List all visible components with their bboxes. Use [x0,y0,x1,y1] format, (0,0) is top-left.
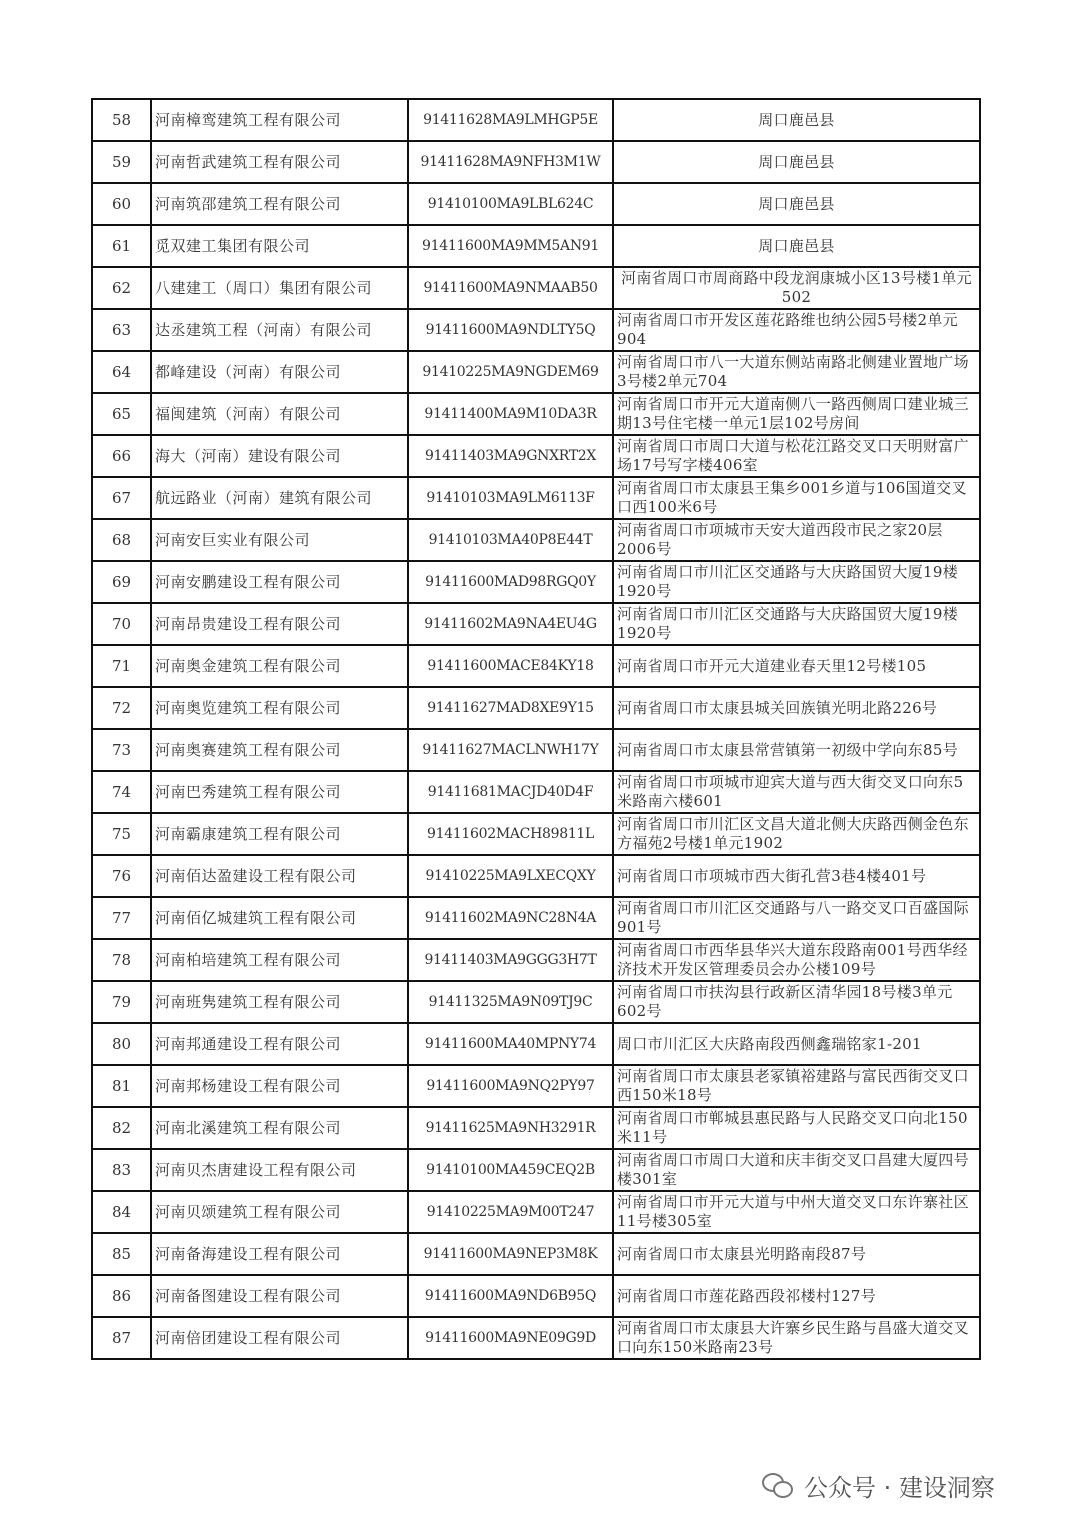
company-name: 河南邦杨建设工程有限公司 [151,1065,408,1107]
row-number: 80 [92,1023,151,1065]
credit-code: 91410100MA459CEQ2B [408,1149,613,1191]
row-number: 69 [92,561,151,603]
credit-code: 91411628MA9NFH3M1W [408,141,613,183]
table-row [92,393,980,435]
company-name: 河南昂贵建设工程有限公司 [151,603,408,645]
table-row [92,519,980,561]
watermark [762,1468,995,1503]
row-number: 58 [92,99,151,141]
credit-code: 91411681MACJD40D4F [408,771,613,813]
row-number: 60 [92,183,151,225]
company-address: 周口鹿邑县 [613,99,980,141]
row-number: 85 [92,1233,151,1275]
table-row [92,561,980,603]
row-number: 87 [92,1317,151,1359]
row-number: 83 [92,1149,151,1191]
company-address: 河南省周口市八一大道东侧站南路北侧建业置地广场3号楼2单元704 [613,351,980,393]
credit-code: 91411600MA9ND6B95Q [408,1275,613,1317]
table-row [92,1065,980,1107]
company-address: 河南省周口市周口大道和庆丰街交叉口昌建大厦四号楼301室 [613,1149,980,1191]
row-number: 71 [92,645,151,687]
company-address: 河南省周口市川汇区交通路与大庆路国贸大厦19楼1920号 [613,561,980,603]
company-address: 河南省周口市开发区莲花路维也纳公园5号楼2单元904 [613,309,980,351]
table-row [92,309,980,351]
credit-code: 91411600MAD98RGQ0Y [408,561,613,603]
wechat-icon [762,1473,794,1499]
table-row [92,351,980,393]
row-number: 67 [92,477,151,519]
table-row [92,813,980,855]
row-number: 74 [92,771,151,813]
row-number: 68 [92,519,151,561]
company-name: 河南奥览建筑工程有限公司 [151,687,408,729]
company-address: 河南省周口市太康县大许寨乡民生路与昌盛大道交叉口向东150米路南23号 [613,1317,980,1359]
credit-code: 91411627MACLNWH17Y [408,729,613,771]
company-name: 河南柏培建筑工程有限公司 [151,939,408,981]
company-name: 河南筑邵建筑工程有限公司 [151,183,408,225]
table-body [92,99,980,1359]
table-row [92,897,980,939]
table-row [92,771,980,813]
table-row [92,729,980,771]
credit-code: 91411600MA40MPNY74 [408,1023,613,1065]
company-name: 河南哲武建筑工程有限公司 [151,141,408,183]
row-number: 59 [92,141,151,183]
company-name: 都峰建设（河南）有限公司 [151,351,408,393]
table-row [92,1107,980,1149]
table-row [92,939,980,981]
credit-code: 91410100MA9LBL624C [408,183,613,225]
credit-code: 91411600MA9NEP3M8K [408,1233,613,1275]
row-number: 86 [92,1275,151,1317]
table-row [92,267,980,309]
company-name: 河南奥金建筑工程有限公司 [151,645,408,687]
credit-code: 91411600MA9NE09G9D [408,1317,613,1359]
row-number: 63 [92,309,151,351]
credit-code: 91411325MA9N09TJ9C [408,981,613,1023]
company-address: 河南省周口市开元大道建业春天里12号楼105 [613,645,980,687]
company-name: 河南安巨实业有限公司 [151,519,408,561]
credit-code: 91410225MA9NGDEM69 [408,351,613,393]
table-row [92,1317,980,1359]
table-row [92,687,980,729]
row-number: 64 [92,351,151,393]
company-address: 河南省周口市项城市天安大道西段市民之家20层2006号 [613,519,980,561]
credit-code: 91410103MA9LM6113F [408,477,613,519]
credit-code: 91410225MA9LXECQXY [408,855,613,897]
row-number: 78 [92,939,151,981]
row-number: 84 [92,1191,151,1233]
company-address: 河南省周口市周口大道与松花江路交叉口天明财富广场17号写字楼406室 [613,435,980,477]
table-row [92,1275,980,1317]
company-address: 河南省周口市扶沟县行政新区清华园18号楼3单元602号 [613,981,980,1023]
row-number: 72 [92,687,151,729]
company-address: 河南省周口市太康县光明路南段87号 [613,1233,980,1275]
credit-code: 91411602MA9NC28N4A [408,897,613,939]
company-name: 河南巴秀建筑工程有限公司 [151,771,408,813]
credit-code: 91411627MAD8XE9Y15 [408,687,613,729]
company-name: 达丞建筑工程（河南）有限公司 [151,309,408,351]
company-name: 河南北溪建筑工程有限公司 [151,1107,408,1149]
company-name: 河南备图建设工程有限公司 [151,1275,408,1317]
row-number: 79 [92,981,151,1023]
company-address: 河南省周口市西华县华兴大道东段路南001号西华经济技术开发区管理委员会办公楼109号 [613,939,980,981]
company-name: 河南班隽建筑工程有限公司 [151,981,408,1023]
table-row [92,477,980,519]
company-name: 八建建工（周口）集团有限公司 [151,267,408,309]
table-row [92,1191,980,1233]
company-name: 河南霸康建筑工程有限公司 [151,813,408,855]
company-address: 河南省周口市川汇区交通路与八一路交叉口百盛国际901号 [613,897,980,939]
table-row [92,1233,980,1275]
row-number: 75 [92,813,151,855]
company-address: 河南省周口市开元大道南侧八一路西侧周口建业城三期13号住宅楼一单元1层102号房间 [613,393,980,435]
table-row [92,183,980,225]
company-address: 周口鹿邑县 [613,183,980,225]
company-name: 航远路业（河南）建筑有限公司 [151,477,408,519]
company-address: 河南省周口市郸城县惠民路与人民路交叉口向北150米11号 [613,1107,980,1149]
row-number: 66 [92,435,151,477]
table-row [92,141,980,183]
company-name: 河南贝杰唐建设工程有限公司 [151,1149,408,1191]
watermark-label: 公众号 · 建设洞察 [804,1474,995,1502]
credit-code: 91411600MA9MM5AN91 [408,225,613,267]
company-address: 河南省周口市太康县城关回族镇光明北路226号 [613,687,980,729]
company-address: 河南省周口市川汇区交通路与大庆路国贸大厦19楼1920号 [613,603,980,645]
company-address: 河南省周口市项城市迎宾大道与西大街交叉口向东5米路南六楼601 [613,771,980,813]
credit-code: 91411600MA9NMAAB50 [408,267,613,309]
company-name: 福闽建筑（河南）有限公司 [151,393,408,435]
row-number: 70 [92,603,151,645]
company-address: 河南省周口市太康县老冢镇裕建路与富民西街交叉口西150米18号 [613,1065,980,1107]
credit-code: 91411602MACH89811L [408,813,613,855]
credit-code: 91410225MA9M00T247 [408,1191,613,1233]
row-number: 81 [92,1065,151,1107]
row-number: 65 [92,393,151,435]
company-address: 河南省周口市项城市西大街孔营3巷4楼401号 [613,855,980,897]
table-row [92,435,980,477]
row-number: 73 [92,729,151,771]
table-row [92,1149,980,1191]
credit-code: 91411600MA9NQ2PY97 [408,1065,613,1107]
company-address: 周口市川汇区大庆路南段西侧鑫瑞铭家1-201 [613,1023,980,1065]
table-row [92,855,980,897]
row-number: 77 [92,897,151,939]
company-name: 河南奥赛建筑工程有限公司 [151,729,408,771]
credit-code: 91411602MA9NA4EU4G [408,603,613,645]
credit-code: 91411600MA9NDLTY5Q [408,309,613,351]
company-address: 河南省周口市莲花路西段祁楼村127号 [613,1275,980,1317]
table-row [92,981,980,1023]
company-name: 河南佰达盈建设工程有限公司 [151,855,408,897]
company-address: 河南省周口市川汇区文昌大道北侧大庆路西侧金色东方福苑2号楼1单元1902 [613,813,980,855]
company-table [91,98,981,1360]
credit-code: 91411628MA9LMHGP5E [408,99,613,141]
company-name: 河南安鹏建设工程有限公司 [151,561,408,603]
company-address: 河南省周口市周商路中段龙润康城小区13号楼1单元502 [613,267,980,309]
credit-code: 91411400MA9M10DA3R [408,393,613,435]
credit-code: 91410103MA40P8E44T [408,519,613,561]
company-name: 觅双建工集团有限公司 [151,225,408,267]
company-name: 河南倍团建设工程有限公司 [151,1317,408,1359]
company-address: 河南省周口市太康县王集乡001乡道与106国道交叉口西100米6号 [613,477,980,519]
company-address: 河南省周口市开元大道与中州大道交叉口东许寨社区11号楼305室 [613,1191,980,1233]
row-number: 76 [92,855,151,897]
table-row [92,225,980,267]
row-number: 82 [92,1107,151,1149]
credit-code: 91411625MA9NH3291R [408,1107,613,1149]
credit-code: 91411403MA9GNXRT2X [408,435,613,477]
table-row [92,603,980,645]
table-row [92,99,980,141]
company-address: 河南省周口市太康县常营镇第一初级中学向东85号 [613,729,980,771]
company-name: 河南贝颂建筑工程有限公司 [151,1191,408,1233]
company-name: 河南邦通建设工程有限公司 [151,1023,408,1065]
company-address: 周口鹿邑县 [613,141,980,183]
credit-code: 91411600MACE84KY18 [408,645,613,687]
table-row [92,645,980,687]
company-address: 周口鹿邑县 [613,225,980,267]
row-number: 62 [92,267,151,309]
credit-code: 91411403MA9GGG3H7T [408,939,613,981]
company-name: 河南樟鸾建筑工程有限公司 [151,99,408,141]
company-name: 海大（河南）建设有限公司 [151,435,408,477]
company-name: 河南佰亿城建筑工程有限公司 [151,897,408,939]
table-row [92,1023,980,1065]
company-name: 河南备海建设工程有限公司 [151,1233,408,1275]
row-number: 61 [92,225,151,267]
